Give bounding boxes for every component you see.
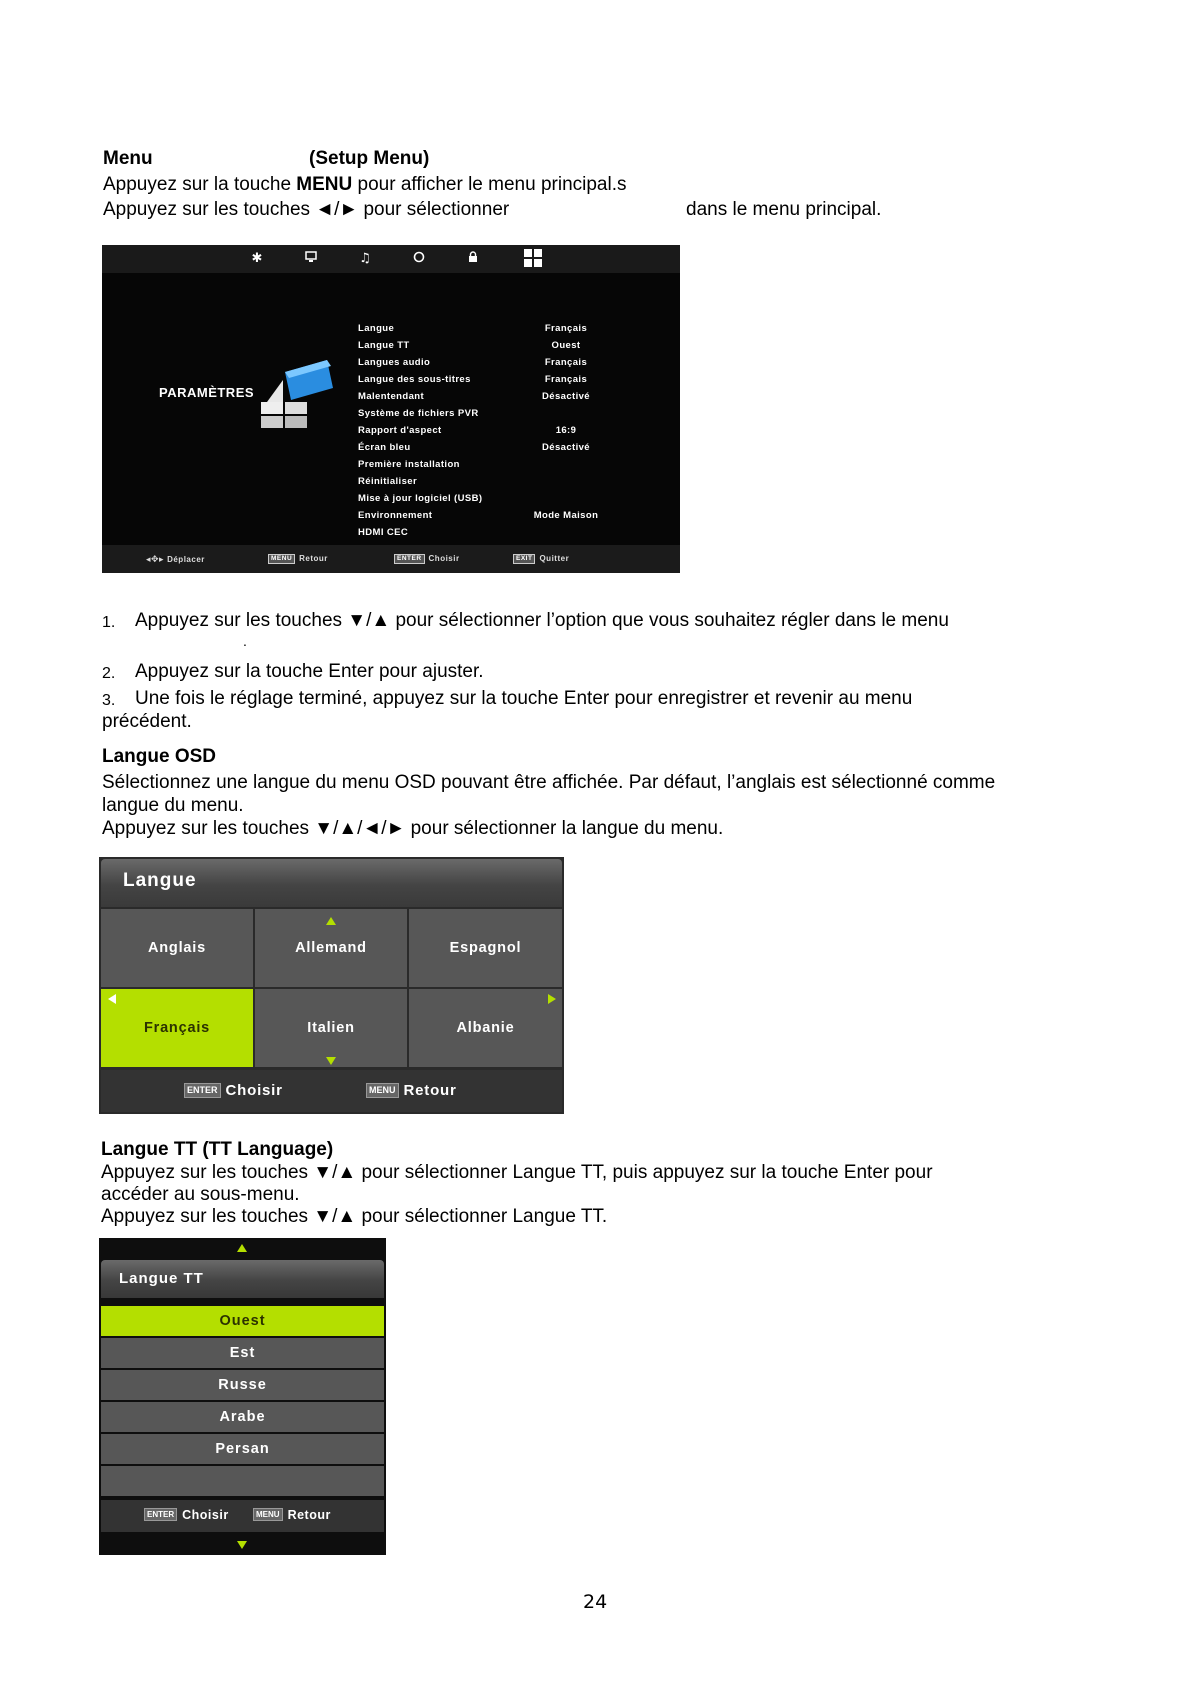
setup-option-value: Ouest <box>551 340 581 351</box>
language-option-label: Italien <box>307 1020 355 1036</box>
setup-option-row[interactable] <box>358 527 688 544</box>
setup-menu-screen <box>102 245 680 573</box>
back-hint-label: Retour <box>299 554 328 564</box>
setup-section-label: PARAMÈTRES <box>159 385 255 400</box>
setup-option-row[interactable] <box>358 391 688 408</box>
tt-option-label: Ouest <box>219 1313 266 1329</box>
setup-option-label: HDMI CEC <box>358 527 409 538</box>
language-option-label: Allemand <box>295 940 367 956</box>
enter-key-icon: ENTER <box>144 1508 177 1521</box>
setup-option-label: Malentendant <box>358 391 425 402</box>
langue-menu-screen <box>99 857 564 1114</box>
language-option-anglais[interactable] <box>101 909 253 987</box>
tt-section-title: Langue TT (TT Language) <box>101 1139 334 1160</box>
langue-tt-screen <box>99 1238 386 1555</box>
tt-option-label: Arabe <box>219 1409 266 1425</box>
arrow-up-icon <box>326 917 336 925</box>
setup-option-label: Réinitialiser <box>358 476 418 487</box>
step-3-number: 3. <box>102 692 116 709</box>
tt-option-label: Est <box>229 1345 256 1361</box>
picture-monitor-icon[interactable] <box>303 251 319 267</box>
osd-paragraph-2: langue du menu. <box>102 795 244 816</box>
setup-option-row[interactable] <box>358 442 688 459</box>
menu-key-icon: MENU <box>268 554 295 564</box>
setup-option-label: Langues audio <box>358 357 431 368</box>
step-3-text: Une fois le réglage terminé, appuyez sur la touche Enter pour enregistrer et revenir au menu <box>135 688 913 709</box>
move-hint <box>146 554 205 565</box>
tt-option-ouest[interactable] <box>101 1306 384 1336</box>
move-hint-label: Déplacer <box>167 555 205 564</box>
setup-option-label: Environnement <box>358 510 433 521</box>
choose-hint[interactable] <box>184 1082 283 1099</box>
setup-option-row[interactable] <box>358 425 688 442</box>
back-hint[interactable] <box>253 1508 331 1522</box>
setup-option-label: Rapport d'aspect <box>358 425 442 436</box>
back-hint[interactable] <box>268 554 328 564</box>
tt-option-arabe[interactable] <box>101 1402 384 1432</box>
setup-option-label: Première installation <box>358 459 460 470</box>
intro-line-2-post: dans le menu principal. <box>686 199 882 220</box>
language-option-label: Albanie <box>456 1020 515 1036</box>
arrow-down-icon <box>326 1057 336 1065</box>
langue-footer-bar <box>101 1070 562 1112</box>
settings-gear-icon[interactable]: ✱ <box>251 251 263 266</box>
arrow-up-icon <box>237 1244 247 1252</box>
step-3-continuation: précédent. <box>102 711 192 732</box>
setup-top-icon-bar <box>102 245 680 273</box>
setup-option-label: Système de fichiers PVR <box>358 408 479 419</box>
setup-option-value: Mode Maison <box>533 510 599 521</box>
osd-paragraph-1: Sélectionnez une langue du menu OSD pouvant être affichée. Par défaut, l’anglais est sélectionné comme <box>102 772 996 793</box>
setup-option-label: Langue TT <box>358 340 410 351</box>
setup-option-row[interactable] <box>358 374 688 391</box>
setup-option-row[interactable] <box>358 459 688 476</box>
intro-line-1 <box>103 173 627 196</box>
setup-option-value: Désactivé <box>542 442 590 453</box>
setup-option-value: Français <box>544 357 588 368</box>
arrow-left-icon <box>108 994 116 1004</box>
setup-option-label: Écran bleu <box>358 442 411 453</box>
tt-paragraph-2: accéder au sous-menu. <box>101 1184 300 1205</box>
menu-key-icon: MENU <box>366 1083 399 1098</box>
tt-option-est[interactable] <box>101 1338 384 1368</box>
back-hint[interactable] <box>366 1082 457 1099</box>
page-number: 24 <box>583 1591 608 1613</box>
tt-option-label: Persan <box>215 1441 270 1457</box>
intro-line-1-post: pour afficher le menu principal.s <box>352 174 627 195</box>
quit-hint-label: Quitter <box>539 554 570 564</box>
tt-option-russe[interactable] <box>101 1370 384 1400</box>
clock-icon[interactable] <box>411 251 427 267</box>
choose-hint[interactable] <box>394 554 460 564</box>
step-1-number: 1. <box>102 614 116 631</box>
language-option-albanie[interactable] <box>409 989 562 1067</box>
tt-option-label: Russe <box>218 1377 267 1393</box>
move-arrows-icon: ◂✥▸ <box>146 554 168 564</box>
langue-title: Langue <box>123 870 197 891</box>
choose-hint[interactable] <box>144 1508 229 1522</box>
tt-paragraph-1: Appuyez sur les touches ▼/▲ pour sélectionner Langue TT, puis appuyez sur la touche Enter pour <box>101 1162 933 1183</box>
choose-hint-label: Choisir <box>428 554 460 564</box>
langue-header <box>101 859 562 907</box>
enter-key-icon: ENTER <box>184 1083 221 1098</box>
setup-option-value: Désactivé <box>542 391 590 402</box>
osd-paragraph-3: Appuyez sur les touches ▼/▲/◄/► pour sélectionner la langue du menu. <box>102 818 724 839</box>
language-option-label: Espagnol <box>449 940 522 956</box>
back-hint-label: Retour <box>287 1508 331 1522</box>
setup-option-row[interactable] <box>358 493 688 510</box>
back-hint-label: Retour <box>403 1082 457 1099</box>
intro-line-1-pre: Appuyez sur la touche <box>103 174 297 195</box>
language-option-italien[interactable] <box>255 989 407 1067</box>
language-option-espagnol[interactable] <box>409 909 562 987</box>
step-1-text: Appuyez sur les touches ▼/▲ pour sélectionner l’option que vous souhaitez régler dans le menu <box>135 610 949 631</box>
osd-section-title: Langue OSD <box>102 746 217 767</box>
language-option-francais[interactable] <box>101 989 253 1067</box>
exit-key-icon: EXIT <box>513 554 535 564</box>
setup-option-row[interactable] <box>358 510 688 527</box>
settings-illustration-icon <box>257 360 337 432</box>
tt-option-persan[interactable] <box>101 1434 384 1464</box>
setup-option-label: Mise à jour logiciel (USB) <box>358 493 483 504</box>
setup-option-row[interactable] <box>358 340 688 357</box>
setup-menu-heading: (Setup Menu) <box>309 148 430 169</box>
menu-heading: Menu <box>103 148 153 169</box>
language-option-label: Français <box>143 1020 211 1036</box>
setup-option-value: Français <box>544 374 588 385</box>
tt-option-empty <box>101 1466 384 1496</box>
intro-line-2-pre: Appuyez sur les touches ◄/► pour sélectionner <box>103 199 510 220</box>
step-1-continuation: . <box>243 633 247 649</box>
choose-hint-label: Choisir <box>182 1508 229 1522</box>
music-note-icon[interactable]: ♫ <box>359 251 371 266</box>
setup-option-row[interactable] <box>358 408 688 425</box>
setup-option-row[interactable] <box>358 357 688 374</box>
setup-footer-bar <box>102 545 680 573</box>
setup-option-label: Langue <box>358 323 395 334</box>
language-option-label: Anglais <box>148 940 206 956</box>
tt-paragraph-3: Appuyez sur les touches ▼/▲ pour sélectionner Langue TT. <box>101 1206 608 1227</box>
enter-key-icon: ENTER <box>394 554 425 564</box>
langue-tt-title: Langue TT <box>119 1270 204 1287</box>
setup-option-label: Langue des sous-titres <box>358 374 471 385</box>
setup-option-row[interactable] <box>358 476 688 493</box>
intro-menu-key: MENU <box>296 174 353 195</box>
setup-option-value: 16:9 <box>555 425 577 436</box>
arrow-down-icon <box>237 1541 247 1549</box>
choose-hint-label: Choisir <box>225 1082 283 1099</box>
langue-tt-footer-bar <box>101 1500 384 1532</box>
grid-apps-icon[interactable] <box>523 249 543 269</box>
step-2-number: 2. <box>102 665 116 682</box>
step-2-text: Appuyez sur la touche Enter pour ajuster. <box>135 661 484 682</box>
setup-option-row[interactable] <box>358 323 688 340</box>
arrow-right-icon <box>548 994 556 1004</box>
setup-option-value: Français <box>544 323 588 334</box>
langue-tt-header <box>101 1260 384 1298</box>
lock-icon[interactable] <box>465 251 481 267</box>
menu-key-icon: MENU <box>253 1508 283 1521</box>
quit-hint[interactable] <box>513 554 569 564</box>
